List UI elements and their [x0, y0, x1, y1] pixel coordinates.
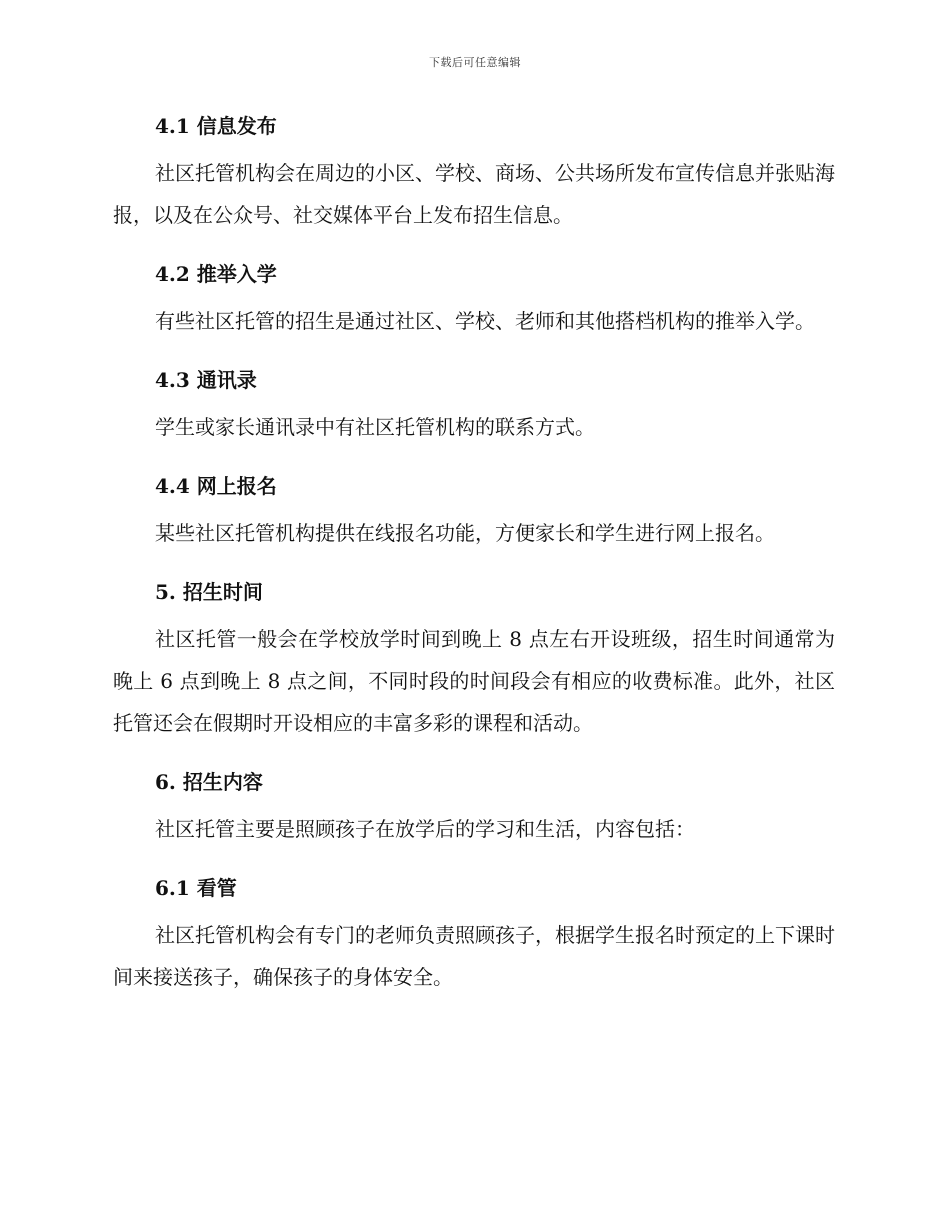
- paragraph-4-2: 有些社区托管的招生是通过社区、学校、老师和其他搭档机构的推举入学。: [155, 309, 815, 333]
- paragraph-4-1: 社区托管机构会在周边的小区、学校、商场、公共场所发布宣传信息并张贴海报，以及在公众号、社交媒体平台上发布招生信息。: [113, 161, 835, 227]
- heading-5: 5. 招生时间: [155, 580, 263, 604]
- heading-6: 6. 招生内容: [155, 770, 263, 794]
- heading-4-3: 4.3 通讯录: [155, 368, 257, 392]
- paragraph-4-3: 学生或家长通讯录中有社区托管机构的联系方式。: [155, 415, 595, 439]
- page-header: 下载后可任意编辑: [429, 56, 521, 69]
- paragraph-6-1: 社区托管机构会有专门的老师负责照顾孩子，根据学生报名时预定的上下课时间来接送孩子，确保孩子的身体安全。: [113, 923, 835, 989]
- heading-4-2: 4.2 推举入学: [155, 262, 277, 286]
- heading-4-1: 4.1 信息发布: [155, 114, 277, 138]
- paragraph-5: 社区托管一般会在学校放学时间到晚上 8 点左右开设班级，招生时间通常为晚上 6 点到晚上 8 点之间，不同时段的时间段会有相应的收费标准。此外，社区托管还会在假期时开设相应的丰富多彩的课程和活动。: [113, 627, 835, 735]
- heading-4-4: 4.4 网上报名: [155, 474, 277, 498]
- paragraph-6: 社区托管主要是照顾孩子在放学后的学习和生活，内容包括：: [155, 817, 695, 841]
- document-body: [113, 110, 835, 998]
- paragraph-4-4: 某些社区托管机构提供在线报名功能，方便家长和学生进行网上报名。: [155, 521, 775, 545]
- heading-6-1: 6.1 看管: [155, 876, 237, 900]
